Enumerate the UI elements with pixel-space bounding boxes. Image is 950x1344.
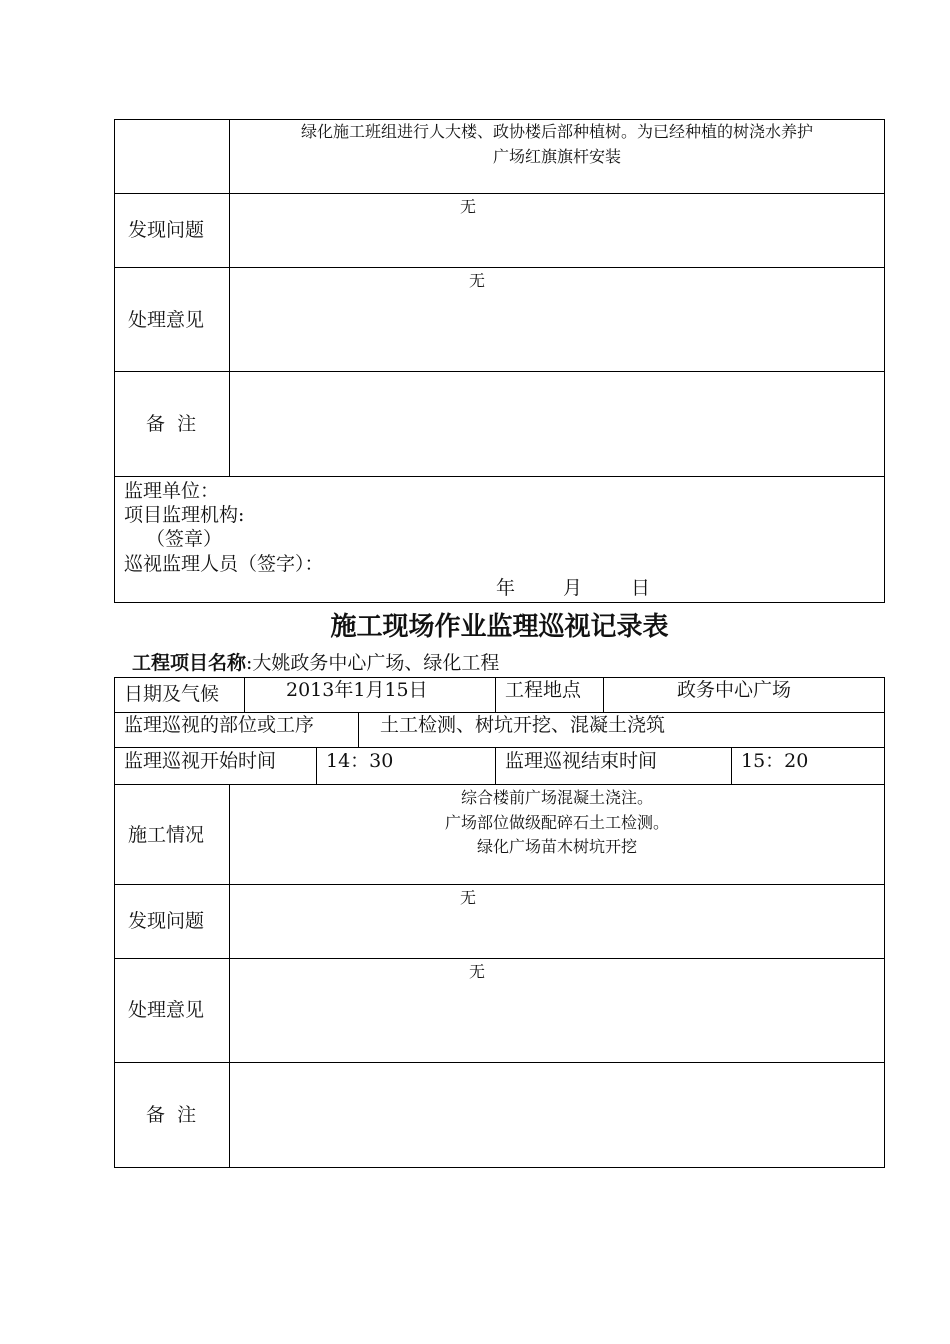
remarks-label: 备 注 [146, 1104, 197, 1126]
problems-value: 无 [460, 197, 477, 216]
col-divider [603, 677, 604, 712]
end-time-label: 监理巡视结束时间 [505, 750, 658, 772]
col-divider [316, 747, 317, 784]
col-divider [495, 747, 496, 784]
problems-label: 发现问题 [128, 910, 205, 932]
construction-line-2: 广场部位做级配碎石土工检测。 [444, 813, 669, 832]
project-name-line [132, 654, 499, 673]
inspected-part-value: 土工检测、树坑开挖、混凝土浇筑 [380, 714, 666, 736]
inspector-signature-label: 巡视监理人员（签字）： [124, 553, 324, 575]
row-divider [114, 747, 885, 748]
start-time-label: 监理巡视开始时间 [124, 750, 277, 772]
construction-line-2: 广场红旗旗杆安装 [492, 147, 621, 166]
col-divider [358, 712, 359, 747]
row-divider [114, 371, 885, 372]
construction-line-3: 绿化广场苗木树坑开挖 [476, 837, 637, 856]
form-title: 施工现场作业监理巡视记录表 [330, 612, 669, 642]
remarks-label: 备 注 [146, 413, 197, 435]
construction-line-1: 综合楼前广场混凝土浇注。 [460, 788, 653, 807]
top-label-column-divider [229, 119, 230, 476]
handling-label: 处理意见 [128, 309, 205, 331]
inspected-part-label: 监理巡视的部位或工序 [124, 714, 315, 736]
row-divider [114, 476, 885, 477]
row-divider [114, 712, 885, 713]
project-name-label: 工程项目名称 [132, 652, 247, 674]
seal-label: （签章） [146, 528, 223, 550]
row-divider [114, 193, 885, 194]
problems-value: 无 [460, 888, 477, 907]
project-supervision-org-label: 项目监理机构: [124, 504, 245, 526]
handling-value: 无 [469, 271, 486, 290]
construction-label: 施工情况 [128, 824, 205, 846]
construction-line-1: 绿化施工班组进行人大楼、政协楼后部种植树。为已经种植的树浇水养护 [300, 122, 813, 141]
start-time-value: 14：30 [326, 750, 394, 772]
col-divider [244, 677, 245, 712]
supervision-unit-label: 监理单位： [124, 480, 220, 502]
date-year: 年 [496, 577, 516, 599]
handling-label: 处理意见 [128, 999, 205, 1021]
location-label: 工程地点 [505, 679, 582, 701]
col-divider [495, 677, 496, 712]
date-value: 2013年1月15日 [286, 679, 428, 701]
project-name-value: :大姚政务中心广场、绿化工程 [246, 652, 500, 674]
date-month: 月 [563, 577, 583, 599]
row-divider [114, 267, 885, 268]
handling-value: 无 [469, 962, 486, 981]
end-time-value: 15：20 [741, 750, 809, 772]
date-label: 日期及气候 [124, 683, 220, 705]
col-divider [731, 747, 732, 784]
location-value: 政务中心广场 [677, 679, 792, 701]
problems-label: 发现问题 [128, 219, 205, 241]
date-day: 日 [631, 577, 651, 599]
